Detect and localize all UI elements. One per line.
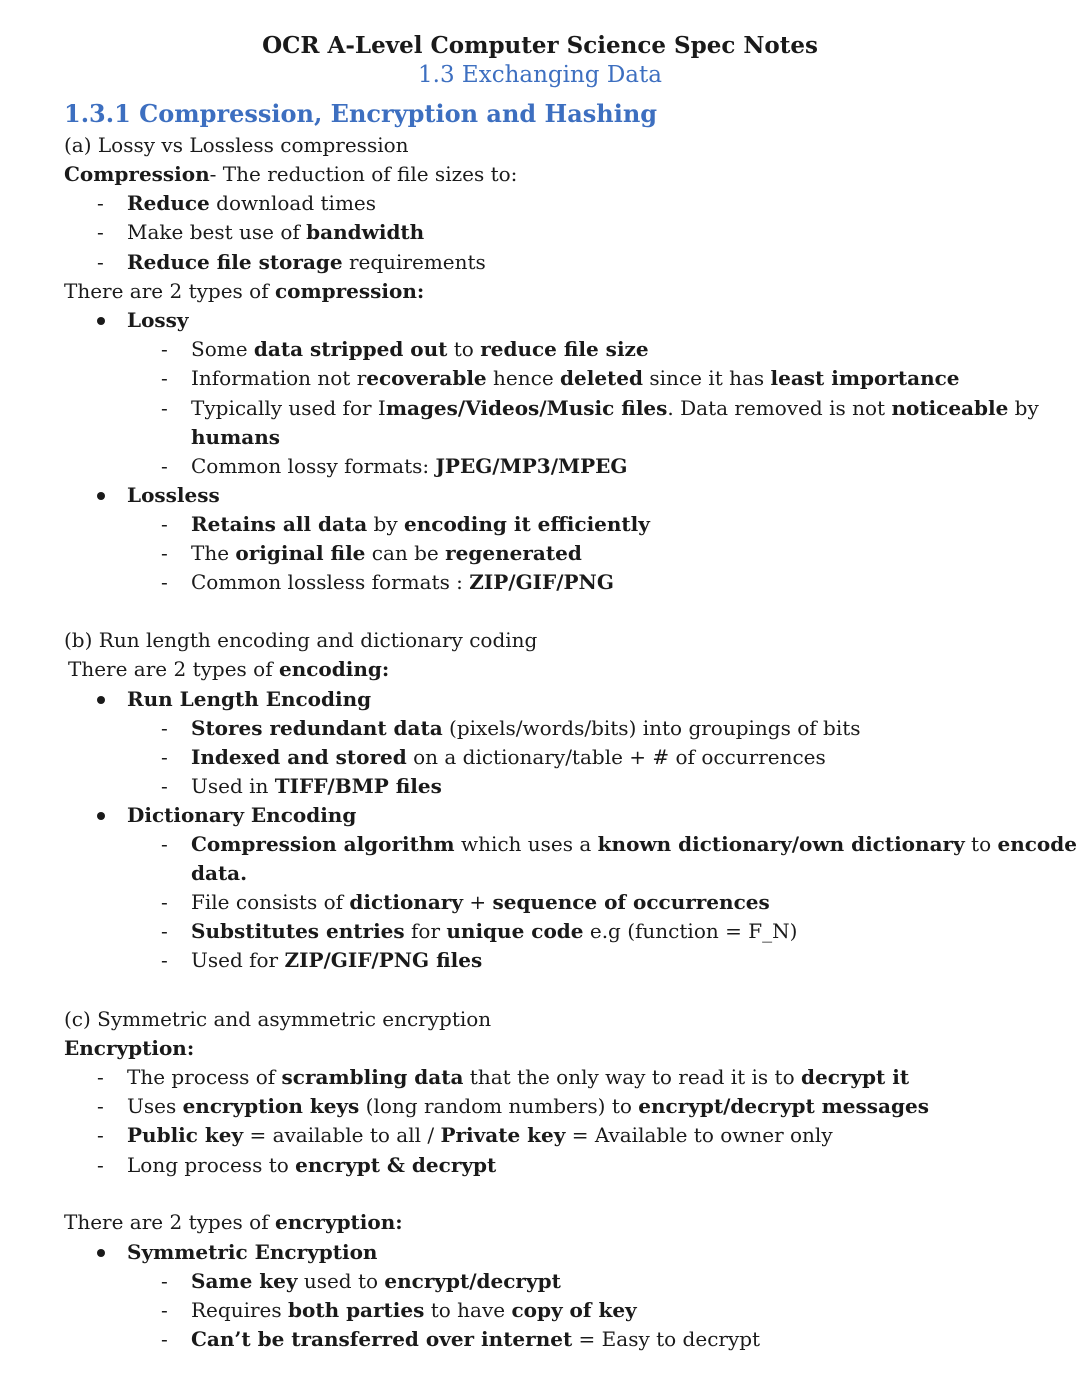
bold-text: Substitutes entries [191,919,405,943]
bold-text: mages/Videos/Music files [385,396,668,420]
text-line [191,714,861,743]
text-segment: There are 2 types of [64,1210,275,1234]
page-subtitle: 1.3 Exchanging Data [418,62,662,88]
text-segment: Typically used for I [191,396,386,420]
bold-text: encode [997,832,1077,856]
bold-text: data stripped out [253,337,448,361]
bold-text: encrypt/decrypt [384,1269,561,1293]
dash-marker-icon: - [161,1269,168,1293]
text-segment: Make best use of [127,220,307,244]
bullet-icon [97,812,105,820]
dash-marker-icon: - [161,1298,168,1322]
text-segment: by [367,512,404,536]
bold-text: Compression [64,162,210,186]
bold-text: Encryption: [64,1036,195,1060]
bold-text: Symmetric Encryption [127,1240,378,1264]
text-segment: Used for [191,948,285,972]
text-segment: Requires [191,1298,288,1322]
bold-text: compression: [274,279,425,303]
dash-marker-icon: - [161,337,168,361]
text-segment: that the only way to read it is to [463,1065,801,1089]
text-line [191,452,628,481]
dash-marker-icon: - [97,1094,104,1118]
bold-text: regenerated [445,541,582,565]
bold-text: least importance [770,366,960,390]
bold-text: dictionary [349,890,463,914]
text-line [191,830,1077,859]
text-line [127,189,376,218]
bold-text: unique code [446,919,584,943]
text-line [68,655,389,684]
dash-marker-icon: - [97,220,104,244]
bold-text: encryption keys [182,1094,360,1118]
text-line [127,481,220,510]
dash-marker-icon: - [161,716,168,740]
text-segment: Some [191,337,254,361]
text-segment: used to [297,1269,385,1293]
text-line [191,859,247,888]
bold-text: copy of key [511,1298,637,1322]
text-line [64,131,409,160]
text-segment: Common lossless formats : [191,570,470,594]
bold-text: bandwidth [306,220,425,244]
text-line [191,946,482,975]
bold-text: Can’t be transferred over internet [191,1327,573,1351]
text-segment: to have [424,1298,512,1322]
text-line [127,1063,909,1092]
text-line [191,772,442,801]
bold-text: humans [191,425,281,449]
text-line [127,306,189,335]
text-segment: to [964,832,998,856]
text-line [191,888,770,917]
dash-marker-icon: - [161,890,168,914]
bold-text: data. [191,861,248,885]
text-line [191,364,960,393]
text-segment: since it has [643,366,771,390]
text-segment: can be [365,541,446,565]
text-segment: (pixels/words/bits) into groupings of bits [442,716,861,740]
bold-text: Run Length Encoding [127,687,372,711]
text-segment: which uses a [454,832,598,856]
text-segment: Used in [191,774,275,798]
dash-marker-icon: - [97,1153,104,1177]
text-line [191,1267,561,1296]
text-segment: The [191,541,236,565]
text-segment: = Available to owner only [565,1123,833,1147]
bold-text: Retains all data [191,512,368,536]
bold-text: ZIP/GIF/PNG [469,570,614,594]
text-line [191,394,1039,423]
text-segment: Uses [127,1094,183,1118]
bold-text: Dictionary Encoding [127,803,357,827]
bold-text: Private key [440,1123,566,1147]
dash-marker-icon: - [161,366,168,390]
text-line [127,801,356,830]
text-line [191,510,650,539]
text-segment: e.g (function = F_N) [583,919,798,943]
text-segment: File consists of [191,890,350,914]
text-segment: for [404,919,447,943]
bold-text: Lossless [127,483,220,507]
text-segment: (b) Run length encoding and dictionary coding [64,628,538,652]
text-line [64,626,537,655]
text-line [191,917,797,946]
text-line [127,218,424,247]
bold-text: Stores redundant data [191,716,443,740]
bold-text: sequence of occurrences [492,890,770,914]
bold-text: encryption: [274,1210,403,1234]
text-line [64,1034,194,1063]
text-segment: on a dictionary/table + # of occurrences [406,745,826,769]
bold-text: encrypt/decrypt messages [638,1094,929,1118]
dash-marker-icon: - [161,570,168,594]
text-segment: requirements [342,250,486,274]
bold-text: Reduce file storage [127,250,343,274]
text-segment: The process of [127,1065,282,1089]
text-line [127,1238,377,1267]
bold-text: deleted [560,366,643,390]
bold-text: Lossy [127,308,189,332]
text-line [127,1092,929,1121]
text-segment: = Easy to decrypt [572,1327,761,1351]
bold-text: noticeable [891,396,1009,420]
bold-text: original file [235,541,366,565]
dash-marker-icon: - [97,1123,104,1147]
text-line [127,248,486,277]
bullet-icon [97,1249,105,1257]
text-segment: by [1008,396,1039,420]
text-segment: . Data removed is not [667,396,892,420]
text-segment: Information not r [191,366,367,390]
text-line [191,1325,760,1354]
text-line [127,685,371,714]
text-segment: There are 2 types of [64,279,275,303]
bold-text: Compression algorithm [191,832,455,856]
text-segment: to [447,337,481,361]
text-segment: - The reduction of file sizes to: [209,162,518,186]
text-segment: There are 2 types of [68,657,279,681]
dash-marker-icon: - [161,512,168,536]
text-line [191,335,649,364]
dash-marker-icon: - [161,396,168,420]
bold-text: Indexed and stored [191,745,407,769]
text-line [64,160,517,189]
bold-text: reduce file size [480,337,649,361]
text-line [191,423,280,452]
dash-marker-icon: - [97,1065,104,1089]
text-line [127,1151,496,1180]
text-line [64,1208,403,1237]
dash-marker-icon: - [161,454,168,478]
dash-marker-icon: - [161,541,168,565]
bold-text: encoding it efficiently [404,512,650,536]
text-segment: download times [209,191,377,215]
dash-marker-icon: - [161,1327,168,1351]
text-segment: Long process to [127,1153,296,1177]
text-line [64,1005,491,1034]
text-line [127,1121,833,1150]
bold-text: ZIP/GIF/PNG files [284,948,483,972]
text-line [191,1296,637,1325]
bold-text: both parties [288,1298,425,1322]
bullet-icon [97,696,105,704]
text-segment: hence [486,366,561,390]
text-line [64,277,424,306]
bold-text: known dictionary/own dictionary [597,832,965,856]
bold-text: Same key [191,1269,298,1293]
dash-marker-icon: - [161,948,168,972]
text-segment: (c) Symmetric and asymmetric encryption [64,1007,492,1031]
dash-marker-icon: - [161,774,168,798]
dash-marker-icon: - [161,832,168,856]
bold-text: JPEG/MP3/MPEG [435,454,628,478]
text-segment: (a) Lossy vs Lossless compression [64,133,409,157]
section-heading: 1.3.1 Compression, Encryption and Hashing [64,99,658,128]
text-line [191,539,582,568]
text-segment: = available to all / [243,1123,441,1147]
bold-text: Public key [127,1123,244,1147]
text-segment: Common lossy formats: [191,454,436,478]
bullet-icon [97,492,105,500]
bold-text: ecoverable [366,366,487,390]
bold-text: encoding: [278,657,390,681]
bold-text: decrypt it [801,1065,910,1089]
dash-marker-icon: - [97,250,104,274]
text-line [191,568,614,597]
text-segment: (long random numbers) to [359,1094,639,1118]
dash-marker-icon: - [161,745,168,769]
bold-text: scrambling data [281,1065,464,1089]
page-title: OCR A-Level Computer Science Spec Notes [262,32,818,59]
text-segment: + [462,890,493,914]
dash-marker-icon: - [161,919,168,943]
bold-text: encrypt & decrypt [295,1153,497,1177]
text-line [191,743,826,772]
dash-marker-icon: - [97,191,104,215]
bold-text: TIFF/BMP files [274,774,442,798]
bullet-icon [97,317,105,325]
bold-text: Reduce [127,191,210,215]
